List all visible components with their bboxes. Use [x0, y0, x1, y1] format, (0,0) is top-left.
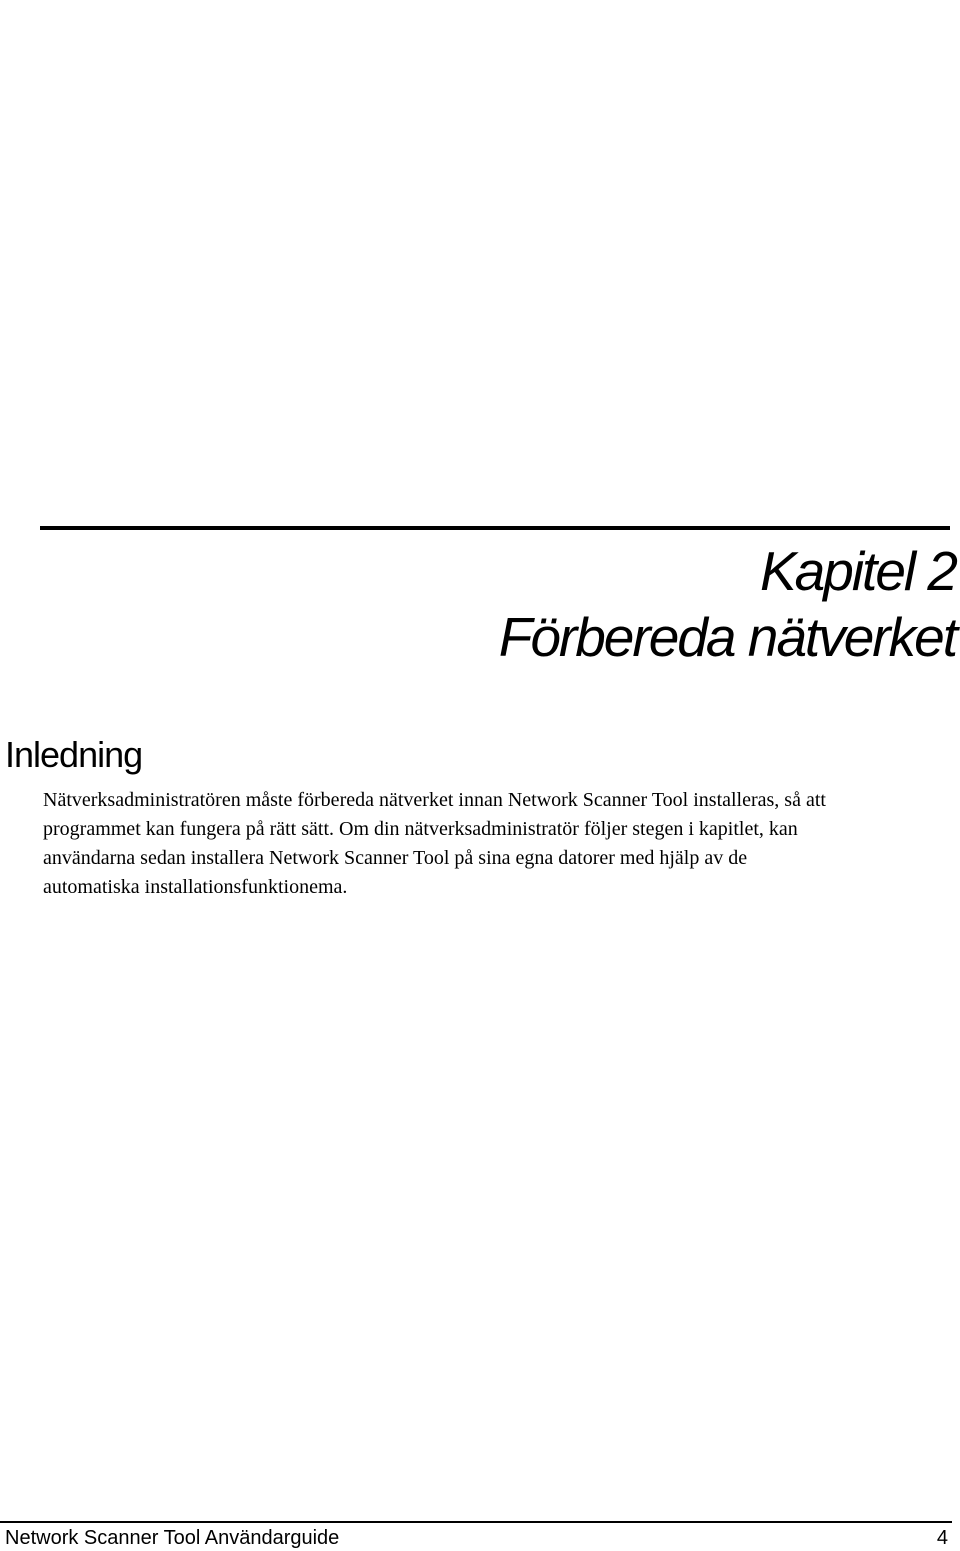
footer-divider: [0, 1521, 952, 1523]
chapter-number: Kapitel 2: [759, 540, 956, 602]
paragraph-line: programmet kan fungera på rätt sätt. Om din nätverksadministratör följer stegen i kapitlet, kan: [43, 818, 798, 840]
intro-paragraph: [43, 786, 948, 902]
section-heading: Inledning: [5, 734, 143, 775]
paragraph-line: automatiska installationsfunktionema.: [43, 876, 348, 898]
chapter-title: Förbereda nätverket: [498, 606, 956, 668]
page-number: 4: [936, 1527, 948, 1549]
footer-doc-title: Network Scanner Tool Användarguide: [5, 1527, 340, 1549]
chapter-heading: [256, 538, 956, 670]
paragraph-line: användarna sedan installera Network Scanner Tool på sina egna datorer med hjälp av de: [43, 847, 748, 869]
paragraph-line: Nätverksadministratören måste förbereda nätverket innan Network Scanner Tool installeras, så att: [43, 789, 826, 811]
chapter-divider: [40, 526, 950, 530]
